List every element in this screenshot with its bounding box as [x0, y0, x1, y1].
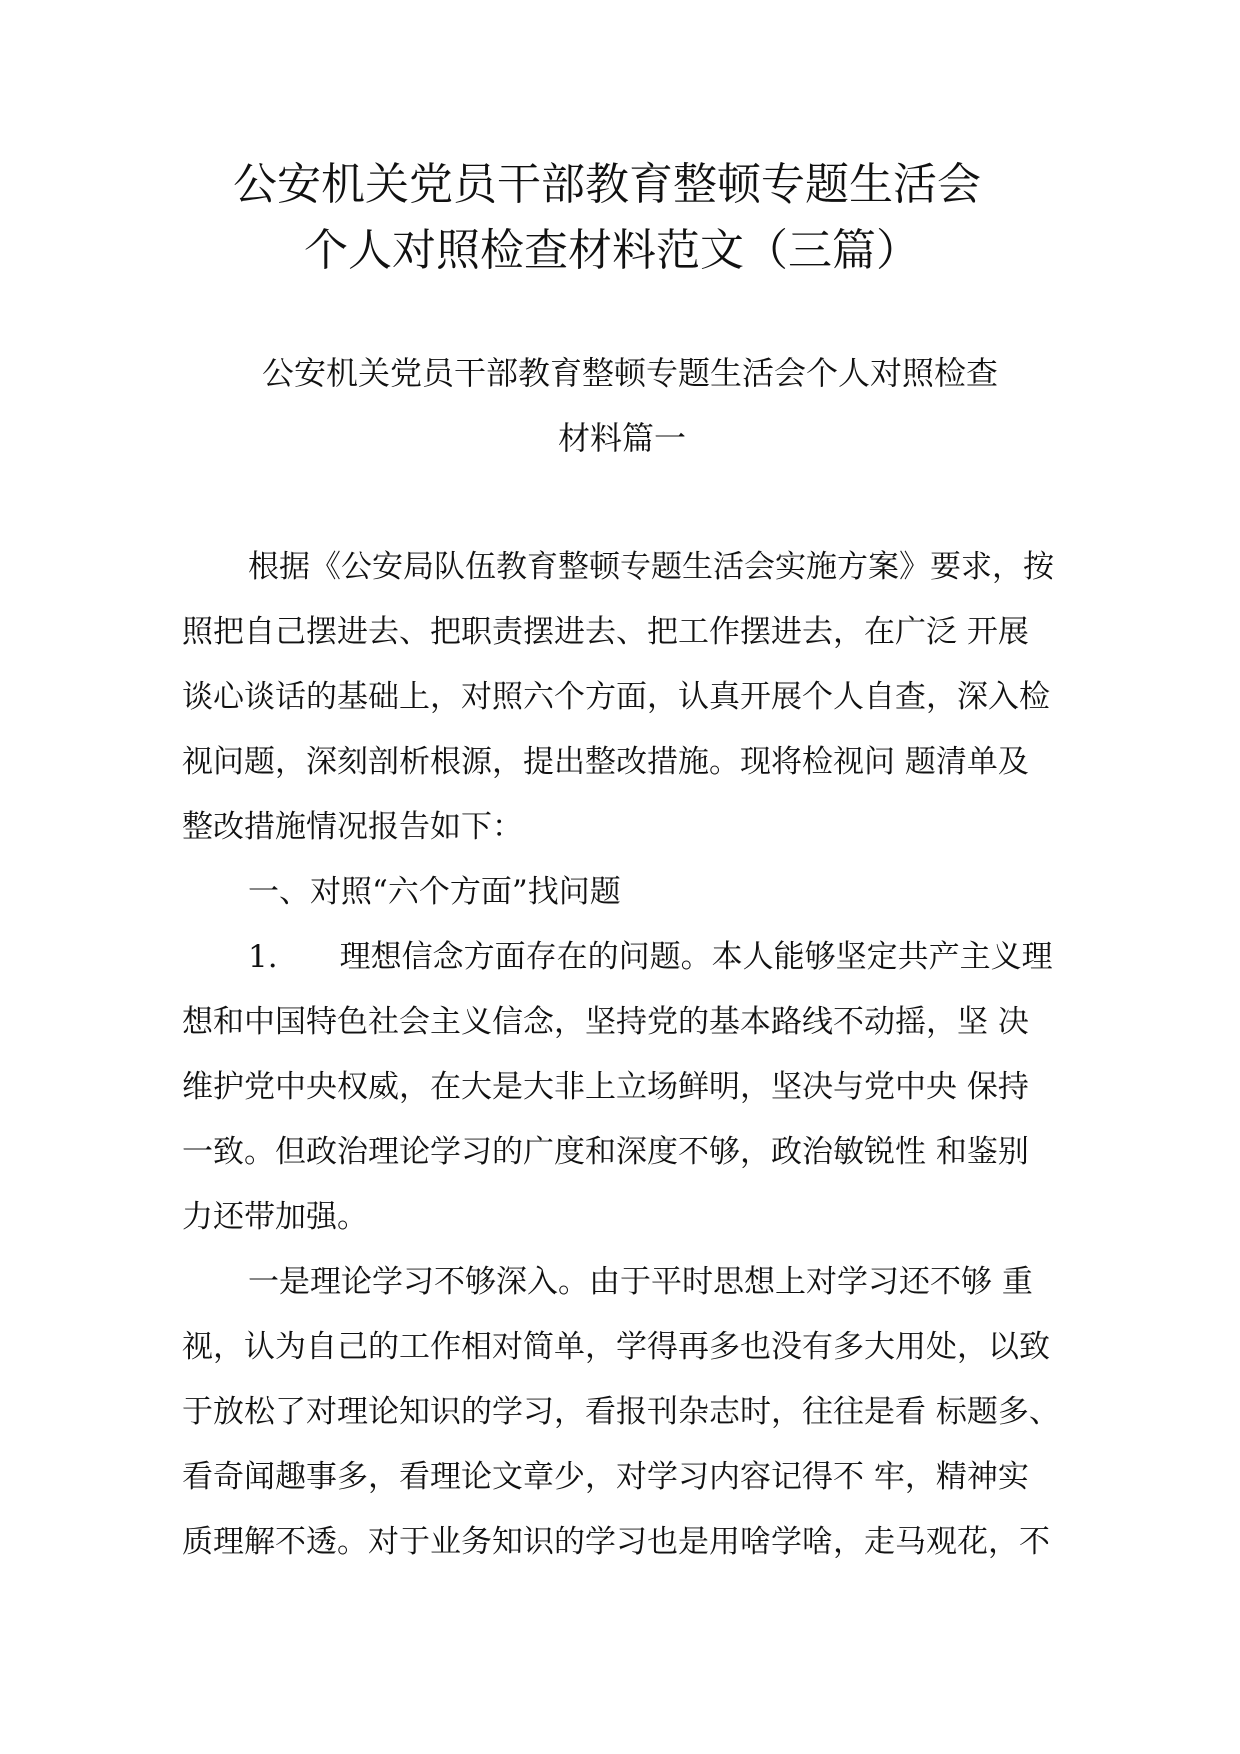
- body-line: 想和中国特色社会主义信念，坚持党的基本路线不动摇，坚 决: [182, 1004, 1029, 1040]
- body-line: 于放松了对理论知识的学习，看报刊杂志时，往往是看 标题多、: [182, 1394, 1060, 1430]
- body-line: 视问题，深刻剖析根源，提出整改措施。现将检视问 题清单及: [182, 744, 1029, 780]
- body-line: 1. 理想信念方面存在的问题。本人能够坚定共产主义理: [248, 939, 1053, 975]
- body-line: 一致。但政治理论学习的广度和深度不够，政治敏锐性 和鉴别: [182, 1134, 1029, 1170]
- body-line: 视，认为自己的工作相对简单，学得再多也没有多大用处，以致: [182, 1329, 1050, 1365]
- body-line: 谈心谈话的基础上，对照六个方面，认真开展个人自查，深入检: [182, 679, 1050, 715]
- body-line: 维护党中央权威，在大是大非上立场鲜明，坚决与党中央 保持: [182, 1069, 1029, 1105]
- document-title-line-1: 公安机关党员干部教育整顿专题生活会: [233, 159, 981, 210]
- section-subtitle-line-2: 材料篇一: [558, 419, 687, 457]
- body-line: 质理解不透。对于业务知识的学习也是用啥学啥，走马观花，不: [182, 1524, 1050, 1560]
- body-line: 整改措施情况报告如下：: [182, 809, 523, 845]
- body-line: 根据《公安局队伍教育整顿专题生活会实施方案》要求，按: [248, 549, 1054, 585]
- body-line: 照把自己摆进去、把职责摆进去、把工作摆进去，在广泛 开展: [182, 614, 1029, 650]
- document-title-line-2: 个人对照检查材料范文（三篇）: [304, 225, 920, 276]
- section-subtitle-line-1: 公安机关党员干部教育整顿专题生活会个人对照检查: [262, 354, 999, 392]
- body-line: 一是理论学习不够深入。由于平时思想上对学习还不够 重: [248, 1264, 1033, 1300]
- body-line: 看奇闻趣事多，看理论文章少，对学习内容记得不 牢，精神实: [182, 1459, 1029, 1495]
- body-line: 力还带加强。: [182, 1199, 368, 1235]
- section-heading: 一、对照“六个方面”找问题: [248, 874, 621, 910]
